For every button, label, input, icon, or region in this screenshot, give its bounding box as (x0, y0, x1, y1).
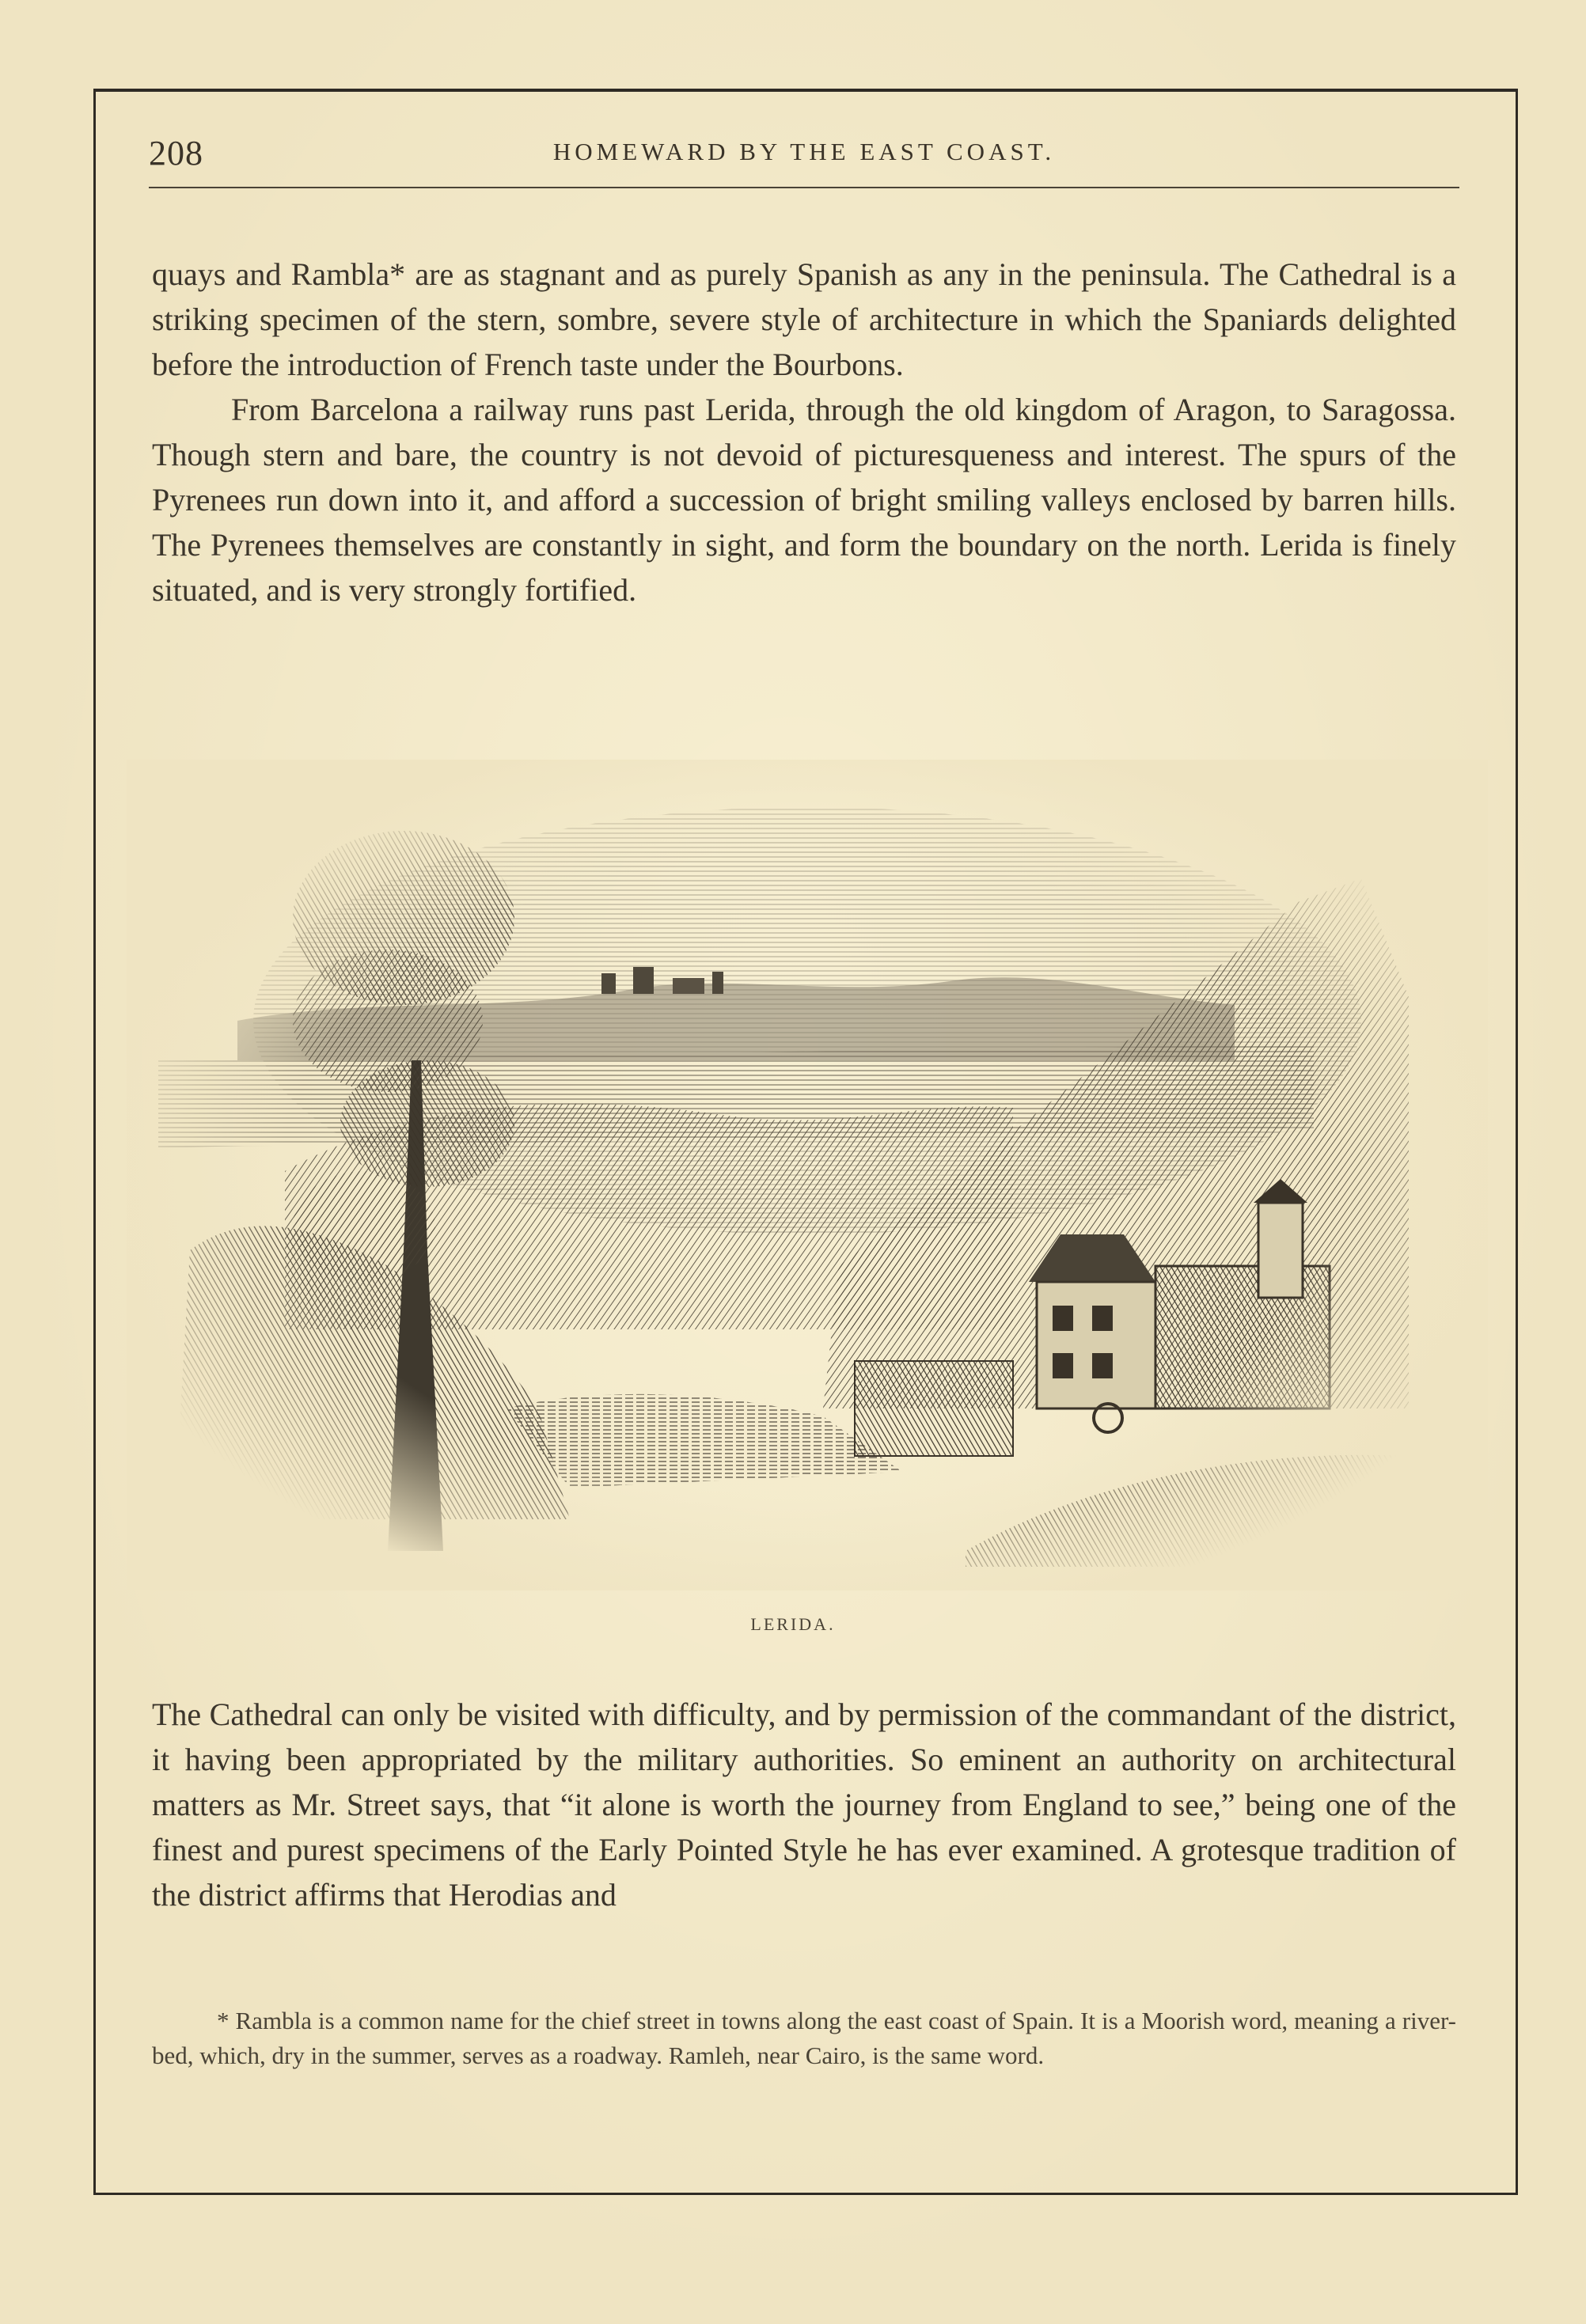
body-text-bottom (152, 1692, 1456, 1917)
vignette (127, 760, 1488, 1590)
paragraph-barcelona-railway: From Barcelona a railway runs past Lerida, through the old kingdom of Aragon, to Saragossa. Though stern and bare, the country is not devoid of picturesqueness and interest. The spurs of the Pyrenees run down into it, and afford a succession of bright smiling valleys enclosed by barren hills. The Pyrenees themselves are constantly in sight, and form the boundary on the north. Lerida is finely situated, and is very strongly fortified. (152, 392, 1456, 608)
running-head: HOMEWARD BY THE EAST COAST. (552, 138, 1056, 165)
footnote (152, 2004, 1456, 2073)
page-number: 208 (149, 134, 203, 172)
lerida-engraving (127, 760, 1488, 1590)
body-text-top (152, 252, 1456, 612)
paragraph-continued: quays and Rambla* are as stagnant and as purely Spanish as any in the peninsula. The Cathedral is a striking specimen of the stern, sombre, severe style of architecture in which the Spaniards delighted before the introduction of French taste under the Bourbons. (152, 256, 1456, 382)
paragraph-cathedral: The Cathedral can only be visited with difficulty, and by permission of the commandant of the district, it having been appropriated by the military authorities. So eminent an authority on architectural matters as Mr. Street says, that “it alone is worth the journey from England to see,” being one of the finest and purest specimens of the Early Pointed Style he has ever examined. A grotesque tradition of the district affirms that Herodias and (152, 1697, 1456, 1913)
page-header (149, 133, 1459, 180)
header-rule (149, 187, 1459, 188)
footnote-text: * Rambla is a common name for the chief street in towns along the east coast of Spain. It is a Moorish word, meaning a river-bed, which, dry in the summer, serves as a roadway. Ramleh, near Cairo, is the same word. (152, 2007, 1456, 2069)
illustration-caption: LERIDA. (750, 1614, 836, 1634)
